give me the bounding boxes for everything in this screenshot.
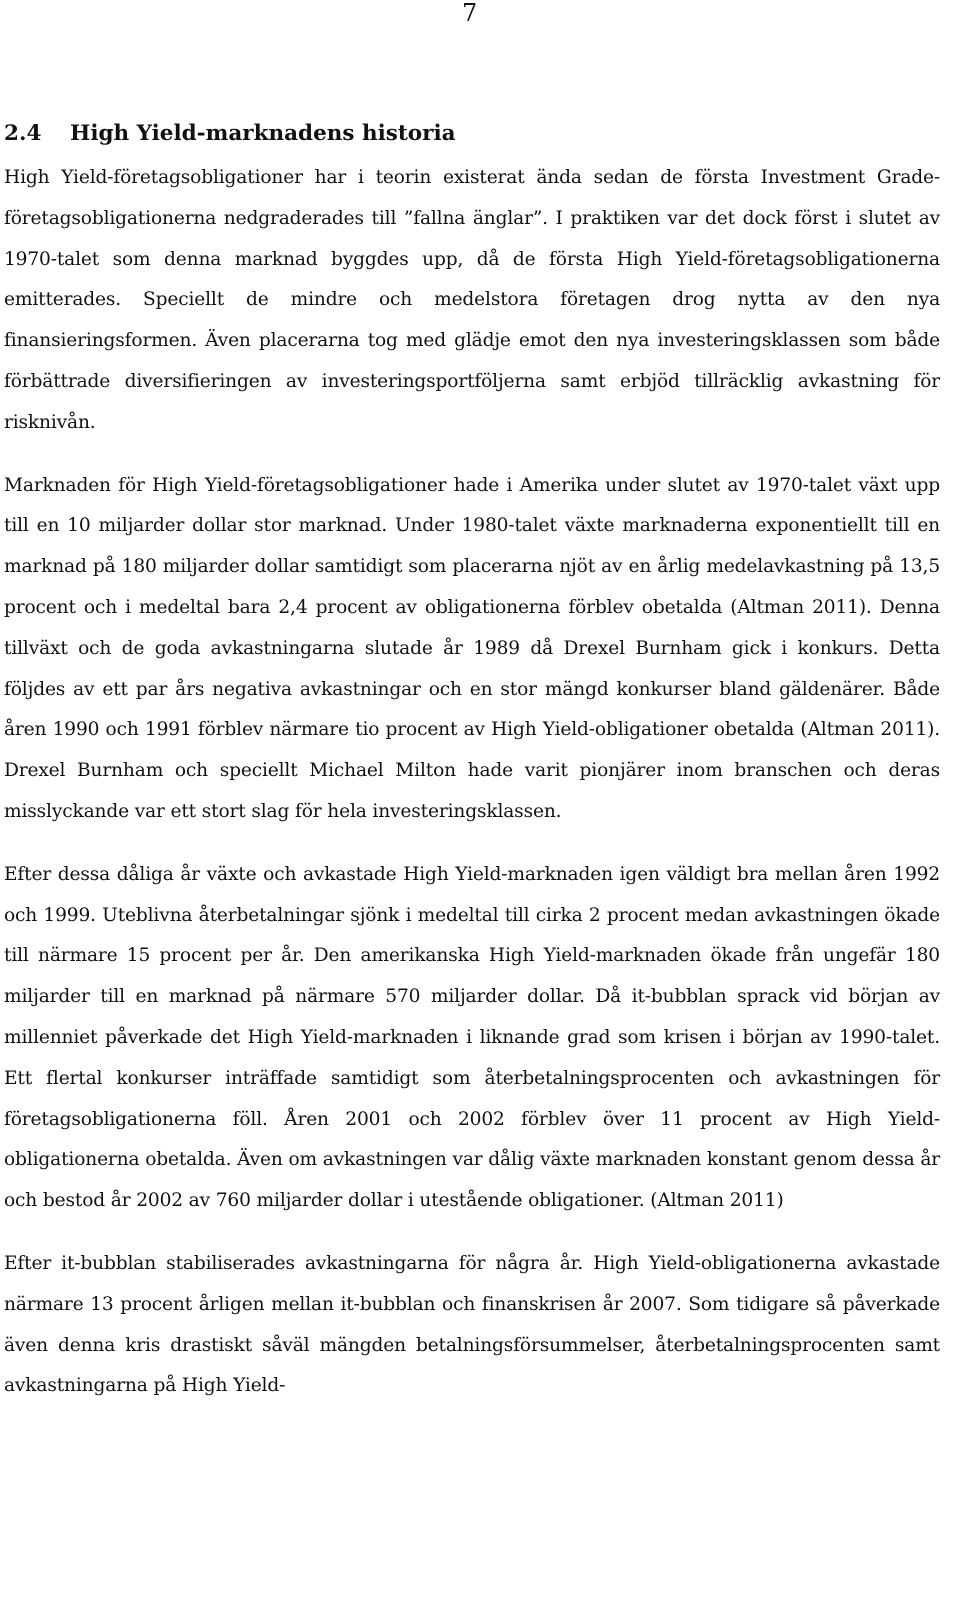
paragraph-4: Efter it-bubblan stabiliserades avkastningarna för några år. High Yield-obligationerna avkastade närmare 13 procent årligen mellan it-bubblan och finanskrisen år 2007. Som tidigare så påverkade även denna kris drastiskt såväl mängden betalningsförsummelser, återbetalningsprocenten samt avkastningarna på High Yield-	[4, 1252, 940, 1397]
paragraph-1: High Yield-företagsobligationer har i teorin existerat ända sedan de första Investment Grade-företagsobligationerna nedgraderades till ”fallna änglar”. I praktiken var det dock först i slutet av 1970-talet som denna marknad byggdes upp, då de första High Yield-företagsobligationerna emitterades. Speciellt de mindre och medelstora företagen drog nytta av den nya finansieringsformen. Även placerarna tog med glädje emot den nya investeringsklassen som både förbättrade diversifieringen av investeringsportföljerna samt erbjöd tillräcklig avkastning för risknivån.	[4, 167, 940, 433]
section-title: High Yield-marknadens historia	[70, 121, 456, 146]
section-heading	[4, 114, 940, 154]
paragraph-2: Marknaden för High Yield-företagsobligationer hade i Amerika under slutet av 1970-talet växt upp till en 10 miljarder dollar stor marknad. Under 1980-talet växte marknaderna exponentiellt till en marknad på 180 miljarder dollar samtidigt som placerarna njöt av en årlig medelavkastning på 13,5 procent och i medeltal bara 2,4 procent av obligationerna förblev obetalda (Altman 2011). Denna tillväxt och de goda avkastningarna slutade år 1989 då Drexel Burnham gick i konkurs. Detta följdes av ett par års negativa avkastningar och en stor mängd konkurser bland gäldenärer. Både åren 1990 och 1991 förblev närmare tio procent av High Yield-obligationer obetalda (Altman 2011). Drexel Burnham och speciellt Michael Milton hade varit pionjärer inom branschen och deras misslyckande var ett stort slag för hela investeringsklassen.	[4, 474, 940, 822]
document-body	[4, 114, 940, 1407]
page-number: 7	[462, 0, 478, 27]
paragraph-3: Efter dessa dåliga år växte och avkastade High Yield-marknaden igen väldigt bra mellan åren 1992 och 1999. Uteblivna återbetalningar sjönk i medeltal till cirka 2 procent medan avkastningen ökade till närmare 15 procent per år. Den amerikanska High Yield-marknaden ökade från ungefär 180 miljarder till en marknad på närmare 570 miljarder dollar. Då it-bubblan sprack vid början av millenniet påverkade det High Yield-marknaden i liknande grad som krisen i början av 1990-talet. Ett flertal konkurser inträffade samtidigt som återbetalningsprocenten och avkastningen för företagsobligationerna föll. Åren 2001 och 2002 förblev över 11 procent av High Yield-obligationerna obetalda. Även om avkastningen var dålig växte marknaden konstant genom dessa år och bestod år 2002 av 760 miljarder dollar i utestående obligationer. (Altman 2011)	[4, 863, 940, 1212]
section-number: 2.4	[4, 121, 42, 146]
